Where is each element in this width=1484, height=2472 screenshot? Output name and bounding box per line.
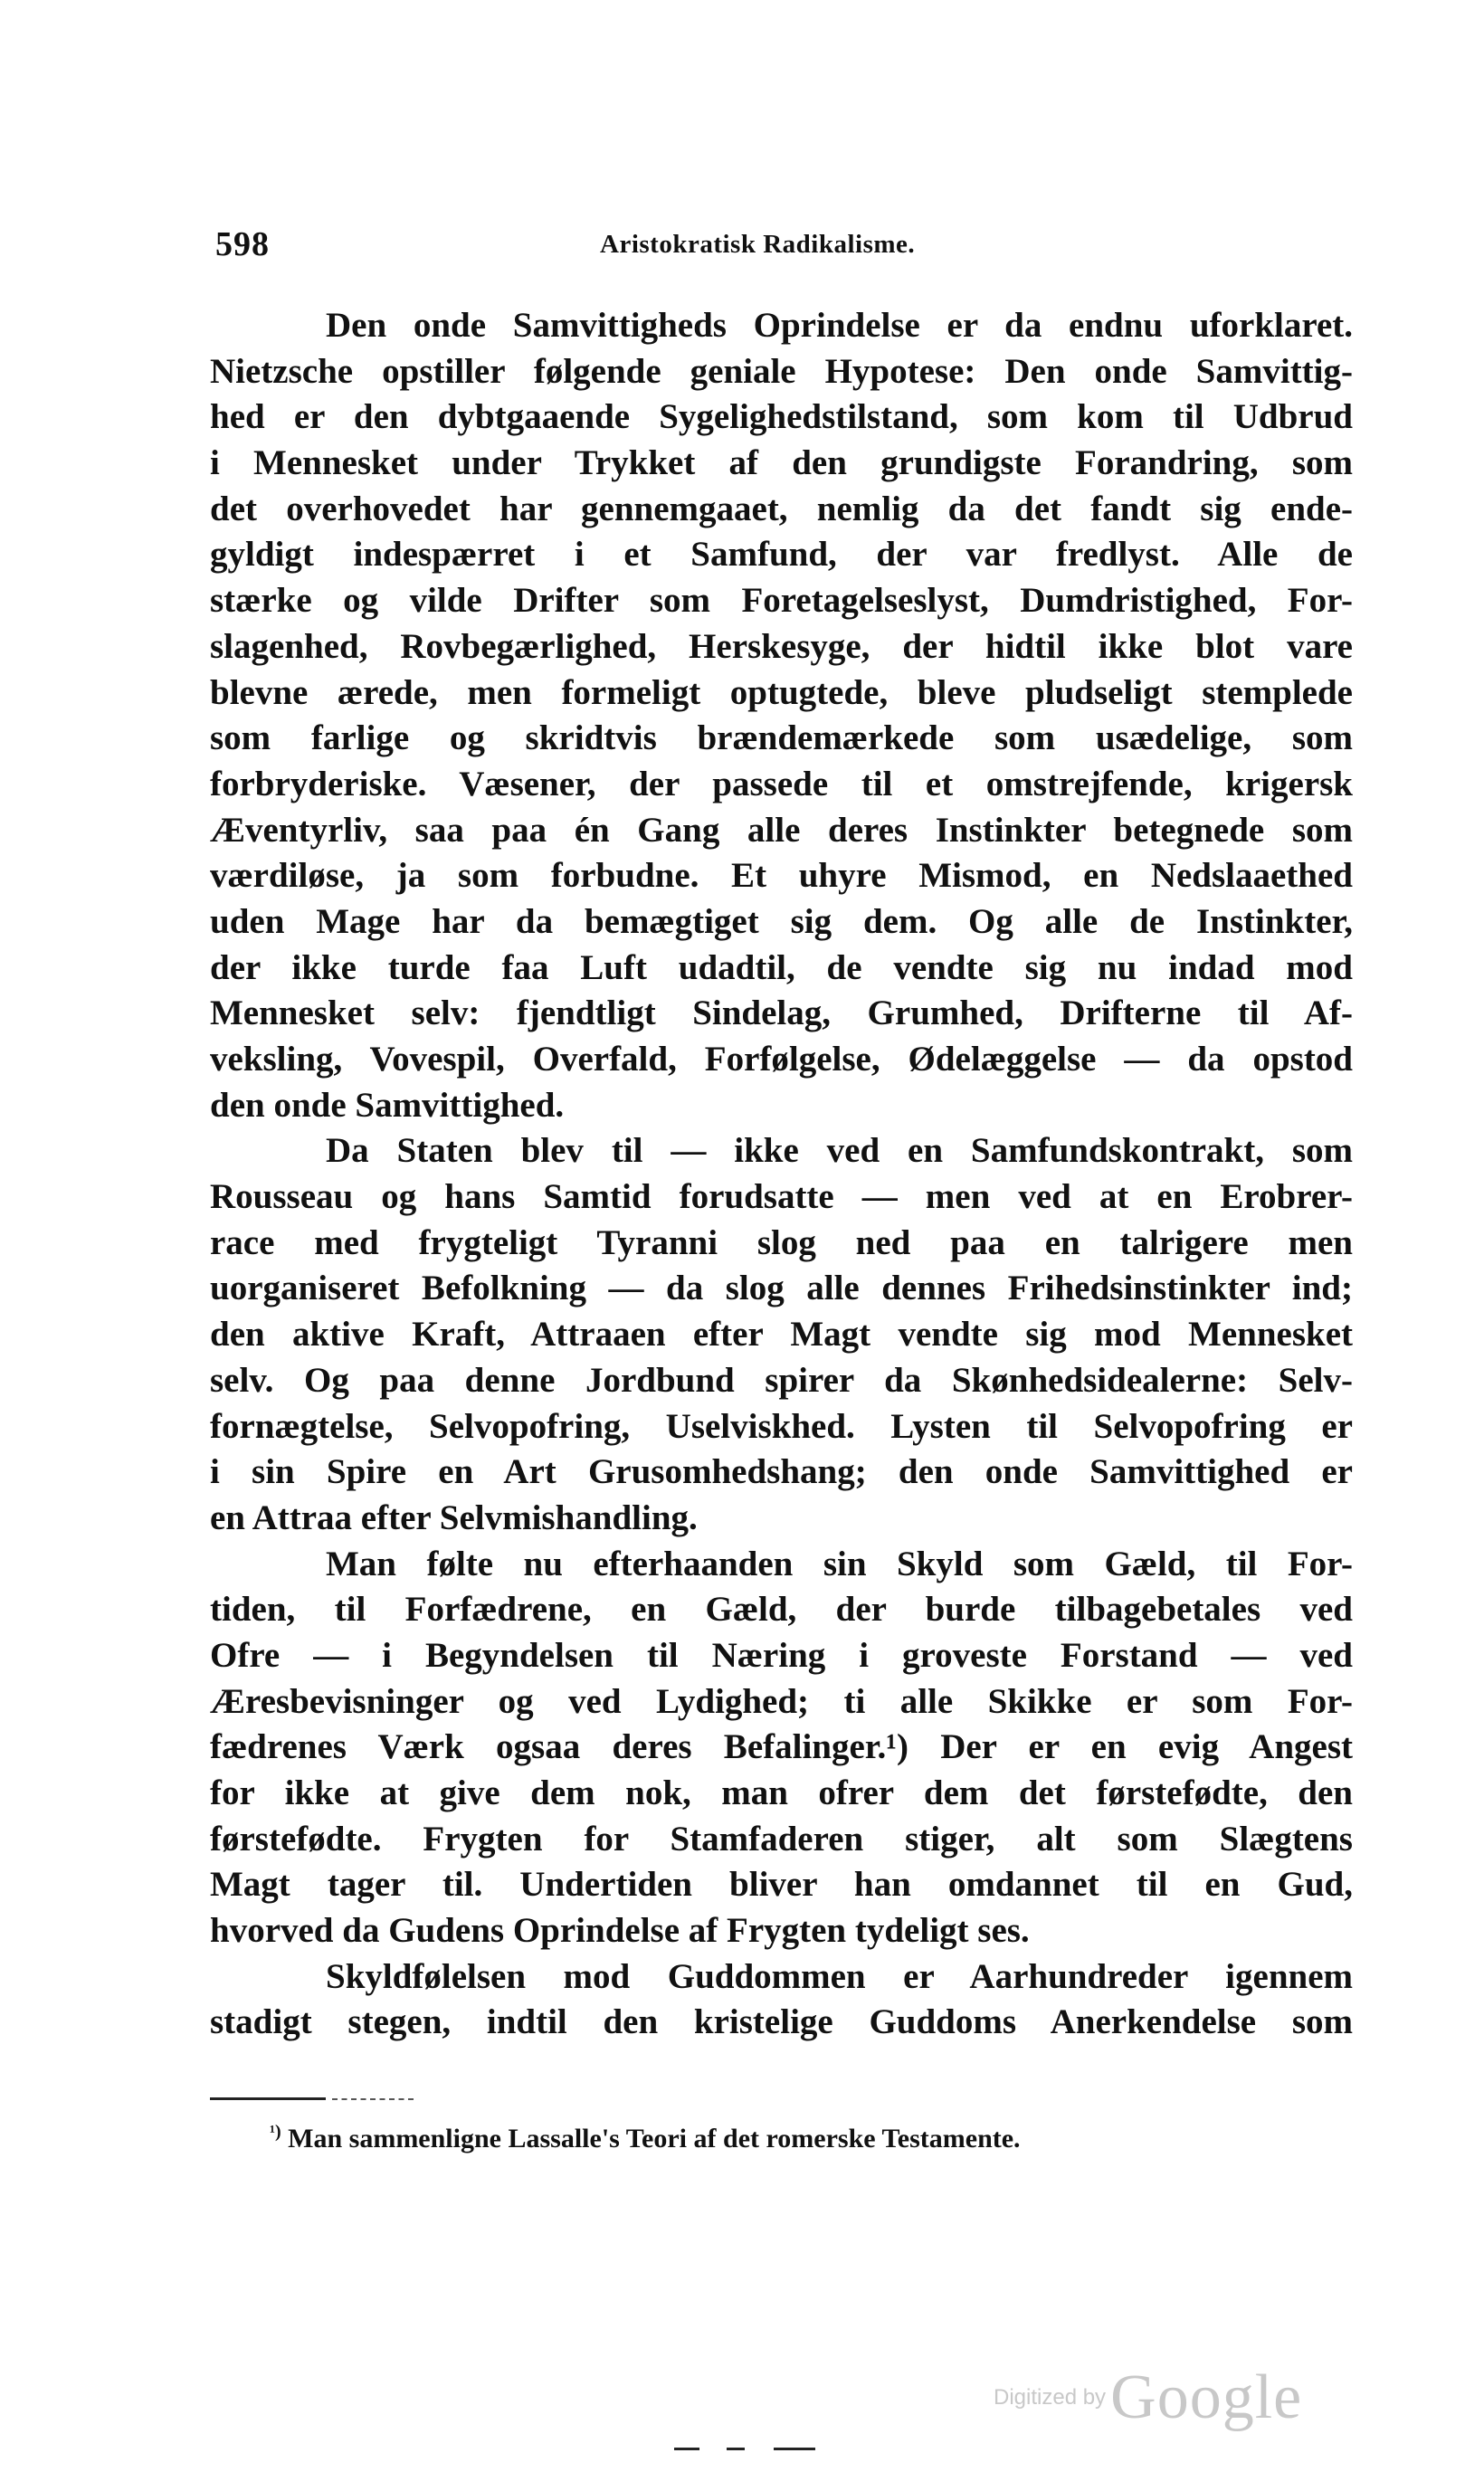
body-text xyxy=(210,303,1353,2046)
text-line: fornægtelse, Selvopofring, Uselviskhed. Lysten til Selvopofring er xyxy=(210,1406,1353,1446)
text-line: forbryderiske. Væsener, der passede til et omstrejfende, krigersk xyxy=(210,764,1353,803)
scan-mark xyxy=(774,2448,815,2450)
page-number: 598 xyxy=(215,225,270,263)
text-line: blevne ærede, men formeligt optugtede, bleve pludseligt stemplede xyxy=(210,672,1353,712)
text-line: slagenhed, Rovbegærlighed, Herskesyge, der hidtil ikke blot vare xyxy=(210,626,1353,666)
text-line: Mennesket selv: fjendtligt Sindelag, Grumhed, Drifterne til Af- xyxy=(210,994,1353,1033)
text-line: Magt tager til. Undertiden bliver han omdannet til en Gud, xyxy=(210,1865,1353,1905)
text-line: som farlige og skridtvis brændemærkede som usædelige, som xyxy=(210,718,1353,758)
footnote-divider xyxy=(210,2097,326,2100)
footnote-divider-tail xyxy=(332,2098,414,2100)
text-line: i sin Spire en Art Grusomhedshang; den onde Samvittighed er xyxy=(210,1452,1353,1492)
digitization-watermark xyxy=(994,2362,1302,2434)
text-line: for ikke at give dem nok, man ofrer dem det førstefødte, den xyxy=(210,1773,1353,1812)
watermark-prefix: Digitized by xyxy=(994,2385,1107,2410)
text-line: stadigt stegen, indtil den kristelige Guddoms Anerkendelse som xyxy=(210,2002,1353,2042)
footnote-marker: ¹) xyxy=(270,2122,281,2142)
scan-marks xyxy=(674,2448,819,2453)
text-line: stærke og vilde Drifter som Foretagelseslyst, Dumdristighed, For- xyxy=(210,581,1353,621)
text-line: veksling, Vovespil, Overfald, Forfølgelse, Ødelæggelse — da opstod xyxy=(210,1040,1353,1079)
text-line: Ofre — i Begyndelsen til Næring i groveste Forstand — ved xyxy=(210,1635,1353,1675)
text-line: gyldigt indespærret i et Samfund, der var fredlyst. Alle de xyxy=(210,535,1353,575)
text-line: i Mennesket under Trykket af den grundigste Forandring, som xyxy=(210,443,1353,483)
page-header xyxy=(215,224,1346,270)
text-line: Æresbevisninger og ved Lydighed; ti alle Skikke er som For- xyxy=(210,1681,1353,1721)
text-line: værdiløse, ja som forbudne. Et uhyre Mismod, en Nedslaaethed xyxy=(210,856,1353,896)
running-title: Aristokratisk Radikalisme. xyxy=(600,230,916,259)
watermark-brand: Google xyxy=(1110,2363,1303,2432)
text-line: fædrenes Værk ogsaa deres Befalinger.¹) Der er en evig Angest xyxy=(210,1727,1353,1767)
text-line: selv. Og paa denne Jordbund spirer da Skønhedsidealerne: Selv- xyxy=(210,1360,1353,1400)
text-line: tiden, til Forfædrene, en Gæld, der burde tilbagebetales ved xyxy=(210,1590,1353,1630)
text-line: uorganiseret Befolkning — da slog alle dennes Frihedsinstinkter ind; xyxy=(210,1269,1353,1308)
text-line: Den onde Samvittigheds Oprindelse er da endnu uforklaret. xyxy=(326,306,1353,345)
text-line: Æventyrliv, saa paa én Gang alle deres Instinkter betegnede som xyxy=(210,810,1353,850)
scan-mark xyxy=(727,2448,745,2450)
text-line: Skyldfølelsen mod Guddommen er Aarhundreder igennem xyxy=(326,1956,1353,1996)
text-line: uden Mage har da bemægtiget sig dem. Og alle de Instinkter, xyxy=(210,901,1353,941)
text-line: den onde Samvittighed. xyxy=(210,1085,565,1125)
text-line: det overhovedet har gennemgaaet, nemlig da det fandt sig ende- xyxy=(210,489,1353,528)
text-line: der ikke turde faa Luft udadtil, de vendte sig nu indad mod xyxy=(210,947,1353,987)
text-line: race med frygteligt Tyranni slog ned paa en talrigere men xyxy=(210,1222,1353,1262)
text-line: Rousseau og hans Samtid forudsatte — men ved at en Erobrer- xyxy=(210,1177,1353,1217)
text-line: den aktive Kraft, Attraaen efter Magt vendte sig mod Mennesket xyxy=(210,1315,1353,1355)
text-line: Nietzsche opstiller følgende geniale Hypotese: Den onde Samvittig- xyxy=(210,351,1353,391)
text-line: hed er den dybtgaaende Sygelighedstilstand, som kom til Udbrud xyxy=(210,397,1353,437)
text-line: førstefødte. Frygten for Stamfaderen stiger, alt som Slægtens xyxy=(210,1819,1353,1859)
text-line: Da Staten blev til — ikke ved en Samfundskontrakt, som xyxy=(326,1131,1353,1171)
text-line: en Attraa efter Selvmishandling. xyxy=(210,1497,698,1537)
text-line: hvorved da Gudens Oprindelse af Frygten tydeligt ses. xyxy=(210,1911,1030,1951)
footnote-text: Man sammenligne Lassalle's Teori af det romerske Testamente. xyxy=(281,2124,1021,2153)
text-line: Man følte nu efterhaanden sin Skyld som Gæld, til For- xyxy=(326,1544,1353,1583)
footnote xyxy=(270,2122,1021,2154)
scan-mark xyxy=(674,2448,699,2450)
